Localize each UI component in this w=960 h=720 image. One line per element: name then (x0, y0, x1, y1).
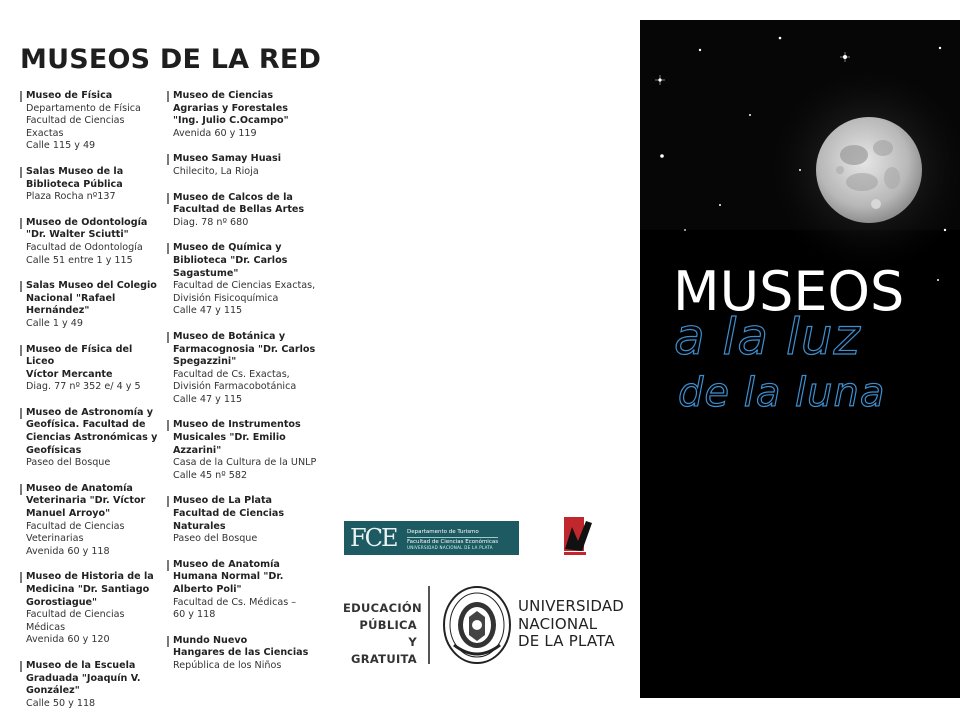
museum-address-line: Veterinarias (26, 533, 84, 545)
museum-name: Veterinaria "Dr. Víctor (26, 495, 146, 507)
museum-name: Facultad de Bellas Artes (173, 204, 305, 216)
museum-entry (20, 483, 160, 559)
museum-name: Alberto Poli" (173, 584, 242, 595)
cover-panel (640, 20, 960, 698)
museum-name: Gorostiague" (26, 596, 98, 608)
museum-name: Farmacognosia "Dr. Carlos (173, 343, 316, 355)
museum-address-line: Plaza Rocha nº137 (26, 191, 116, 203)
museum-name: Museo de Física del Liceo (26, 343, 133, 368)
museum-address-line: Facultad de Ciencias (26, 520, 125, 532)
museum-name: González" (26, 685, 80, 697)
museum-entry (20, 90, 160, 153)
museum-address-line: Diag. 78 nº 680 (173, 216, 249, 228)
anniversary-logo (556, 515, 596, 557)
museum-name: Museo de Física (26, 90, 113, 101)
museum-address-line: Facultad de Odontología (26, 241, 143, 253)
museum-address-line: República de los Niños (173, 659, 282, 671)
museum-address-line: Casa de la Cultura de la UNLP (173, 457, 317, 469)
museum-address-line: Chilecito, La Rioja (173, 165, 259, 177)
museum-entry (167, 495, 317, 545)
museum-name: Nacional "Rafael Hernández" (26, 292, 116, 317)
museum-name: Víctor Mercante (26, 368, 113, 380)
museum-address-line: Calle 45 nº 582 (173, 469, 248, 481)
museum-entry (20, 166, 160, 204)
museum-address-line: Facultad de Ciencias (26, 609, 125, 621)
museum-name: Museo de Química y (173, 242, 282, 254)
cover-subtitle-2: de la luna (678, 370, 886, 416)
museum-address-line: Calle 115 y 49 (26, 140, 96, 152)
museum-address-line: Facultad de Ciencias Exactas, (173, 280, 316, 292)
fce-logo (344, 521, 519, 555)
museum-address-line: Facultad de Cs. Médicas – (173, 596, 297, 608)
museum-name: Salas Museo del Colegio (26, 280, 157, 292)
unlp-line: UNIVERSIDAD (518, 597, 625, 615)
edu-line: Y GRATUITA (350, 635, 417, 666)
museum-name: Museo de Instrumentos (173, 419, 301, 431)
museum-name: Museo de La Plata (173, 495, 273, 507)
museum-name: Museo de Ciencias (173, 90, 274, 101)
museum-entry (20, 217, 160, 267)
museum-name: Salas Museo de la (26, 165, 124, 177)
museum-name: Museo de Anatomía (26, 482, 133, 494)
museum-name: Facultad de Ciencias (173, 508, 285, 520)
museum-name: Museo de Odontología (26, 216, 148, 228)
museum-name: Museo de Astronomía y (26, 406, 154, 418)
page-heading: MUSEOS DE LA RED (20, 44, 322, 75)
museum-name: Museo de Historia de la (26, 571, 154, 583)
museum-entry (20, 571, 160, 647)
museum-entry (167, 192, 317, 230)
museum-name: Azzarini" (173, 444, 222, 456)
museum-address-line: Paseo del Bosque (173, 533, 258, 545)
museum-address-line: Departamento de Física (26, 102, 141, 114)
museum-address-line: Avenida 60 y 118 (26, 545, 110, 557)
museum-address-line: Avenida 60 y 119 (173, 127, 257, 139)
museum-address-line: Calle 47 y 115 (173, 305, 243, 317)
fce-logo-line1: Departamento de Turismo (407, 529, 479, 535)
edu-line: EDUCACIÓN (343, 601, 422, 615)
museum-name: Geofísica. Facultad de (26, 419, 146, 431)
museum-address-line: División Farmacobotánica (173, 381, 297, 393)
museum-name: Ciencias Astronómicas y (26, 432, 158, 444)
fce-logo-line2: Facultad de Ciencias Económicas (407, 539, 499, 545)
cover-subtitle-1: a la luz (674, 308, 861, 366)
museum-entry (167, 559, 317, 622)
museum-name: Biblioteca Pública (26, 178, 123, 190)
museum-name: Geofísicas (26, 444, 82, 456)
museum-entry (167, 153, 317, 178)
museum-name: Musicales "Dr. Emilio (173, 432, 286, 444)
museum-address-line: Avenida 60 y 120 (26, 634, 110, 646)
unlp-line: DE LA PLATA (518, 632, 615, 650)
logo-divider (428, 586, 430, 664)
museum-address-line: Facultad de Ciencias Exactas (26, 115, 125, 139)
museum-address-line: Calle 50 y 118 (26, 697, 96, 709)
museum-list-column-1 (20, 90, 160, 710)
museum-entry (20, 407, 160, 470)
museum-entry (20, 344, 160, 394)
cover-title: MUSEOS (673, 260, 905, 323)
museum-name: Museo Samay Huasi (173, 153, 282, 165)
fce-logo-mark: FCE (350, 524, 397, 552)
moon-icon (816, 117, 922, 223)
unlp-name (518, 598, 624, 651)
museum-name: Agrarias y Forestales (173, 102, 288, 114)
museum-address-line: Paseo del Bosque (26, 457, 111, 469)
museum-name: Hangares de las Ciencias (173, 647, 309, 659)
museum-address-line: Facultad de Cs. Exactas, (173, 368, 290, 380)
museum-name: "Dr. Walter Sciutti" (26, 229, 129, 241)
museum-address-line: Calle 47 y 115 (173, 393, 243, 405)
museum-entry (167, 90, 317, 140)
museum-name: Museo de Calcos de la (173, 191, 293, 203)
museum-entry (167, 635, 317, 673)
unlp-line: NACIONAL (518, 614, 598, 633)
museum-address-line: Calle 1 y 49 (26, 317, 83, 329)
museum-name: Graduada "Joaquín V. (26, 672, 141, 684)
museum-name: Manuel Arroyo" (26, 508, 111, 520)
fce-logo-line3: UNIVERSIDAD NACIONAL DE LA PLATA (407, 545, 493, 550)
museum-entry (167, 242, 317, 318)
museum-name: Museo de Anatomía (173, 558, 280, 570)
museum-address-line: Calle 51 entre 1 y 115 (26, 254, 133, 266)
museum-address-line: 60 y 118 (173, 609, 216, 621)
edu-line: PÚBLICA (359, 618, 417, 632)
museum-name: "Ing. Julio C.Ocampo" (173, 115, 289, 127)
unlp-seal (442, 585, 512, 665)
museum-name: Museo de Botánica y (173, 330, 286, 342)
museum-name: Sagastume" (173, 267, 239, 279)
museum-address-line: División Fisicoquímica (173, 292, 279, 304)
museum-name: Medicina "Dr. Santiago (26, 584, 150, 595)
educacion-publica-text (343, 600, 422, 668)
museum-entry (167, 331, 317, 407)
museum-list-column-2 (167, 90, 317, 673)
museum-name: Museo de la Escuela (26, 659, 136, 671)
museum-name: Spegazzini" (173, 356, 237, 368)
museum-entry (20, 280, 160, 330)
museum-name: Mundo Nuevo (173, 634, 248, 646)
museum-name: Biblioteca "Dr. Carlos (173, 254, 288, 266)
museum-address-line: Diag. 77 nº 352 e/ 4 y 5 (26, 381, 141, 393)
museum-entry (20, 660, 160, 710)
museum-name: Humana Normal "Dr. (173, 571, 284, 583)
museum-entry (167, 419, 317, 482)
museum-name: Naturales (173, 520, 226, 532)
museum-address-line: Médicas (26, 621, 66, 633)
